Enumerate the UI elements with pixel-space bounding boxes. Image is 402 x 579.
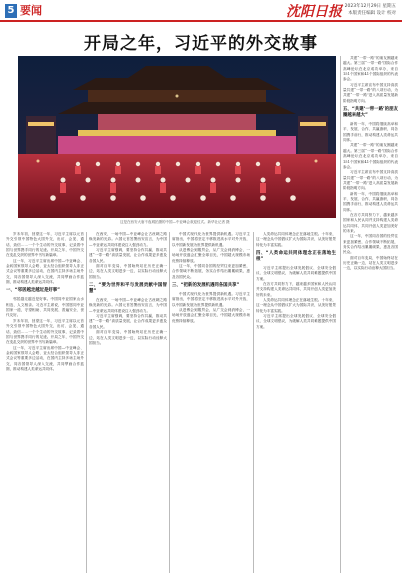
paragraph: 习近平主席宣布中国支持高质量共建“一带一路”的八项行动，为共建“一带一路”进入高质量发展新阶段指明方向。 <box>343 170 398 191</box>
column-divider <box>340 56 341 573</box>
paragraph: 人类命运共同体理念正在落地生根。十年来，这一理念从中国倡议扩大为国际共识，从美好愿景转化为丰富实践。 <box>256 232 336 247</box>
section-heading: 二、“要为世界和平与发展贡献中国智慧” <box>89 283 167 295</box>
paragraph: 从进博会到服贸会，从广交会到消博会，一场场开放盛会汇聚全球目光，中国超大规模市场优势持续释放。 <box>172 248 250 263</box>
article-column-1 <box>6 232 84 572</box>
paragraph: 在各方共同努力下，越来越多国家和人民认同并支持构建人类命运共同体，共同开创人类更加美好的未来。 <box>343 212 398 233</box>
paragraph: 习近平主席强调，要坚持合作共赢，推动共建“一带一路”高质量发展，让合作成果更多惠及各国人民。 <box>89 314 167 329</box>
article-column-3 <box>172 232 250 572</box>
article-column-4 <box>256 232 336 572</box>
photo-caption: 这是在西安大唐不夜城拍摄的中国—中亚峰会欢迎仪式。新华社记者 摄 <box>120 220 230 224</box>
page-number: 5 <box>5 4 17 18</box>
column-divider <box>253 232 254 573</box>
paragraph: 从进博会到服贸会，从广交会到消博会，一场场开放盛会汇聚全球目光，中国超大规模市场优势持续释放。 <box>172 308 250 323</box>
paragraph: 习近平主席提出全球发展倡议、全球安全倡议、全球文明倡议，为破解人类共同难题提供中国方案。 <box>256 266 336 281</box>
paragraph: 这一年，中国同各国的经贸往来更加紧密，合作领域不断拓展，务实合作结出累累硕果，惠及各国民众。 <box>172 264 250 279</box>
paragraph: 在西安，一场中国—中亚峰会让古丝绸之路焕发新的光彩。六国元首签署西安宣言，为中国—中亚命运共同体建设注入强劲动力。 <box>89 232 167 247</box>
paragraph: 岁末年初，回望这一年，习近平主席以元首外交引领中国特色大国外交，出访、会见、通话、致信……一个个生动的外交故事，记录着中国与世界携手同行的足迹。开局之年，中国外交在变乱交织的世界中书写新篇章。 <box>6 232 84 258</box>
paragraph: 邻居越走越近是好事。中国同中亚国家山水相连、人文相亲。习近平主席说，中国愿同中亚国家一道，守望相助、共同发展、普遍安全、世代友好。 <box>6 297 84 318</box>
paragraph: 中国式现代化为世界提供新机遇。习近平主席指出，中国将坚定不移推进高水平对外开放，以中国新发展为世界提供新机遇。 <box>172 292 250 307</box>
article-column-5 <box>343 56 398 572</box>
paragraph: 面对百年变局，中国始终站在历史正确一边，站在人类文明进步一边，以实际行动诠释大国担当。 <box>89 264 167 279</box>
section-name: 要闻 <box>20 4 42 17</box>
masthead <box>0 0 402 22</box>
tang-palace-night-photo <box>18 56 336 218</box>
lead-photo <box>18 56 336 218</box>
paragraph: 习近平主席宣布中国支持高质量共建“一带一路”的八项行动，为共建“一带一路”进入高质量发展新阶段指明方向。 <box>343 82 398 103</box>
paragraph: 共建“一带一路”的朋友圈越来越大。第三届“一带一路”国际合作高峰论坛在北京成功举办，来自151个国家和41个国际组织的代表参会。 <box>343 143 398 169</box>
paragraph: 中国式现代化为世界提供新机遇。习近平主席指出，中国将坚定不移推进高水平对外开放，以中国新发展为世界提供新机遇。 <box>172 232 250 247</box>
column-divider <box>169 232 170 573</box>
paragraph: 面对百年变局，中国始终站在历史正确一边，站在人类文明进步一边，以实际行动诠释大国担当。 <box>343 255 398 271</box>
paragraph: 这一年，习近平主席出席中国—中亚峰会、金砖国家领导人会晤、亚太经合组织领导人非正式会议等重要多边活动，在国内主持多场主场外交，同各国领导人深入交流，共同擘画合作蓝图，推动构建人类命运共同体。 <box>6 345 84 371</box>
paragraph: 人类命运共同体理念正在落地生根。十年来，这一理念从中国倡议扩大为国际共识，从美好愿景转化为丰富实践。 <box>256 298 336 313</box>
headline: 开局之年，习近平的外交故事 <box>84 34 318 54</box>
column-divider <box>86 232 87 573</box>
paragraph: 新的一年，中国将继续高举和平、发展、合作、共赢旗帜，同各国携手前行，推动构建人类命运共同体。 <box>343 191 398 212</box>
date-line: 2023年12月29日 星期五 <box>344 4 396 9</box>
editor-line: 本版责任编辑 设计 校对 <box>348 11 396 16</box>
paragraph: 面对百年变局，中国始终站在历史正确一边，站在人类文明进步一边，以实际行动诠释大国担当。 <box>89 330 167 345</box>
paragraph: 共建“一带一路”的朋友圈越来越大。第三届“一带一路”国际合作高峰论坛在北京成功举办，来自151个国家和41个国际组织的代表参会。 <box>343 56 398 82</box>
paragraph: 在西安，一场中国—中亚峰会让古丝绸之路焕发新的光彩。六国元首签署西安宣言，为中国—中亚命运共同体建设注入强劲动力。 <box>89 298 167 313</box>
paper-logo: 沈阳日报 <box>286 4 342 20</box>
article-column-2 <box>89 232 167 572</box>
paragraph: 这一年，中国同各国的经贸往来更加紧密，合作领域不断拓展，务实合作结出累累硕果，惠及各国民众。 <box>343 234 398 255</box>
paragraph: 习近平主席提出全球发展倡议、全球安全倡议、全球文明倡议，为破解人类共同难题提供中国方案。 <box>256 314 336 329</box>
paragraph: 新的一年，中国将继续高举和平、发展、合作、共赢旗帜，同各国携手前行，推动构建人类命运共同体。 <box>343 122 398 143</box>
paragraph: 岁末年初，回望这一年，习近平主席以元首外交引领中国特色大国外交，出访、会见、通话、致信……一个个生动的外交故事，记录着中国与世界携手同行的足迹。开局之年，中国外交在变乱交织的世界中书写新篇章。 <box>6 318 84 345</box>
paragraph: 这一年，习近平主席出席中国—中亚峰会、金砖国家领导人会晤、亚太经合组织领导人非正式会议等重要多边活动，在国内主持多场主场外交，同各国领导人深入交流，共同擘画合作蓝图，推动构建人类命运共同体。 <box>6 258 84 285</box>
section-heading: 一、“邻居越走越近是好事” <box>6 288 61 294</box>
paragraph: 在各方共同努力下，越来越多国家和人民认同并支持构建人类命运共同体，共同开创人类更加美好的未来。 <box>256 282 336 297</box>
section-heading: 四、“人类命运共同体理念正在落地生根” <box>256 251 336 263</box>
paragraph: 习近平主席强调，要坚持合作共赢，推动共建“一带一路”高质量发展，让合作成果更多惠及各国人民。 <box>89 248 167 263</box>
section-heading: 五、“共建‘一带一路’的朋友圈越来越大” <box>343 107 398 119</box>
section-heading: 三、“把新的发展机遇同各国共享” <box>172 283 240 289</box>
